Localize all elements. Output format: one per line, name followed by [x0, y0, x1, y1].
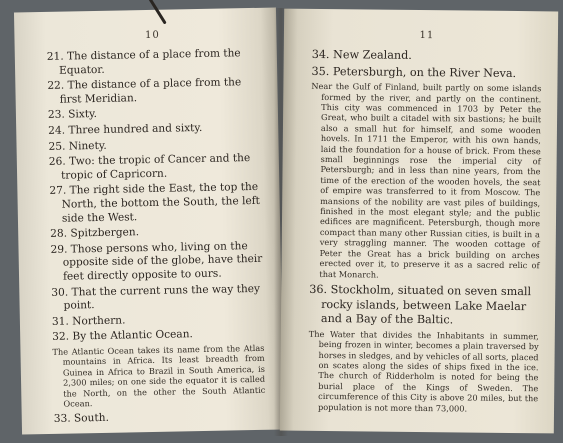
petersburgh-note: Near the Gulf of Finland, built partly on some islands formed by the river, and partly on the continent. This city was commenced in 1703 by Peter the Great, who built a citadel with six bastions; he built also a small hut for himself, and some wooden hovels. In 1711 the Emperor, with his own hands, laid the foundation for a house of brick. From these small beginnings rose the imperial city of Petersburgh; and in less than nine years, from the time of the erection of the wooden hovels, the seat of empire was transferred to it from Moscow. The mansions of the nobility are vast piles of buildings, finished in the most elegant style; and the public edifices are magnificent. Petersburgh, though more compact than many other Russian cities, is built in a very straggling manner. The wooden cottage of Peter the Great has a brick building on arches erected over it, to preserve it as a sacred relic of that Monarch. [311, 81, 542, 280]
page-number-left: 10 [144, 29, 160, 42]
answer-26: 26. Two: the tropic of Cancer and the tropic of Capricorn. [48, 152, 251, 182]
answer-23: 23. Sixty. [47, 108, 98, 122]
answer-22: 22. The distance of a place from the first Meridian. [47, 76, 242, 106]
answer-35: 35. Petersburgh, on the River Neva. [311, 64, 517, 80]
right-page [280, 9, 558, 434]
answer-31: 31. Northern. [51, 314, 126, 328]
left-page [14, 8, 284, 435]
answer-34: 34. New Zealand. [311, 47, 412, 62]
answer-25: 25. Ninety. [48, 139, 107, 153]
page-number-right: 11 [419, 29, 435, 42]
answer-27: 27. The right side the East, the top the North, the bottom the South, the left side the West. [49, 181, 261, 225]
answer-28: 28. Spitzbergen. [50, 226, 140, 241]
answer-24: 24. Three hundred and sixty. [48, 121, 203, 137]
answer-36: 36. Stockholm, situated on seven small rocky islands, between Lake Maelar and a Bay of the Baltic. [309, 282, 532, 327]
answer-21: 21. The distance of a place from the Equator. [46, 47, 241, 77]
atlantic-note: The Atlantic Ocean takes its name from the Atlas mountains in Africa. Its least breadth from Guinea in Africa to Brazil in South America, is 2,300 miles; on one side the equator it is called the North, on the other the South Atlantic Ocean. [52, 342, 266, 409]
answer-30: 30. That the current runs the way they point. [51, 282, 261, 312]
answer-29: 29. Those persons who, living on the opposite side of the globe, have their feet directly opposite to ours. [50, 239, 263, 283]
answer-32: 32. By the Atlantic Ocean. [52, 328, 193, 344]
stockholm-note: The Water that divides the Inhabitants in summer, being frozen in winter, becomes a plain traversed by horses in sledges, and by vehicles of all sorts, placed on scates along the sides of ships fixed in the ice. The church of Ridderholm is noted for being the burial place of the Kings of Sweden. The circumference of this City is above 20 miles, but the population is not more than 73,000. [308, 328, 539, 414]
answer-33: 33. South. [53, 412, 110, 426]
